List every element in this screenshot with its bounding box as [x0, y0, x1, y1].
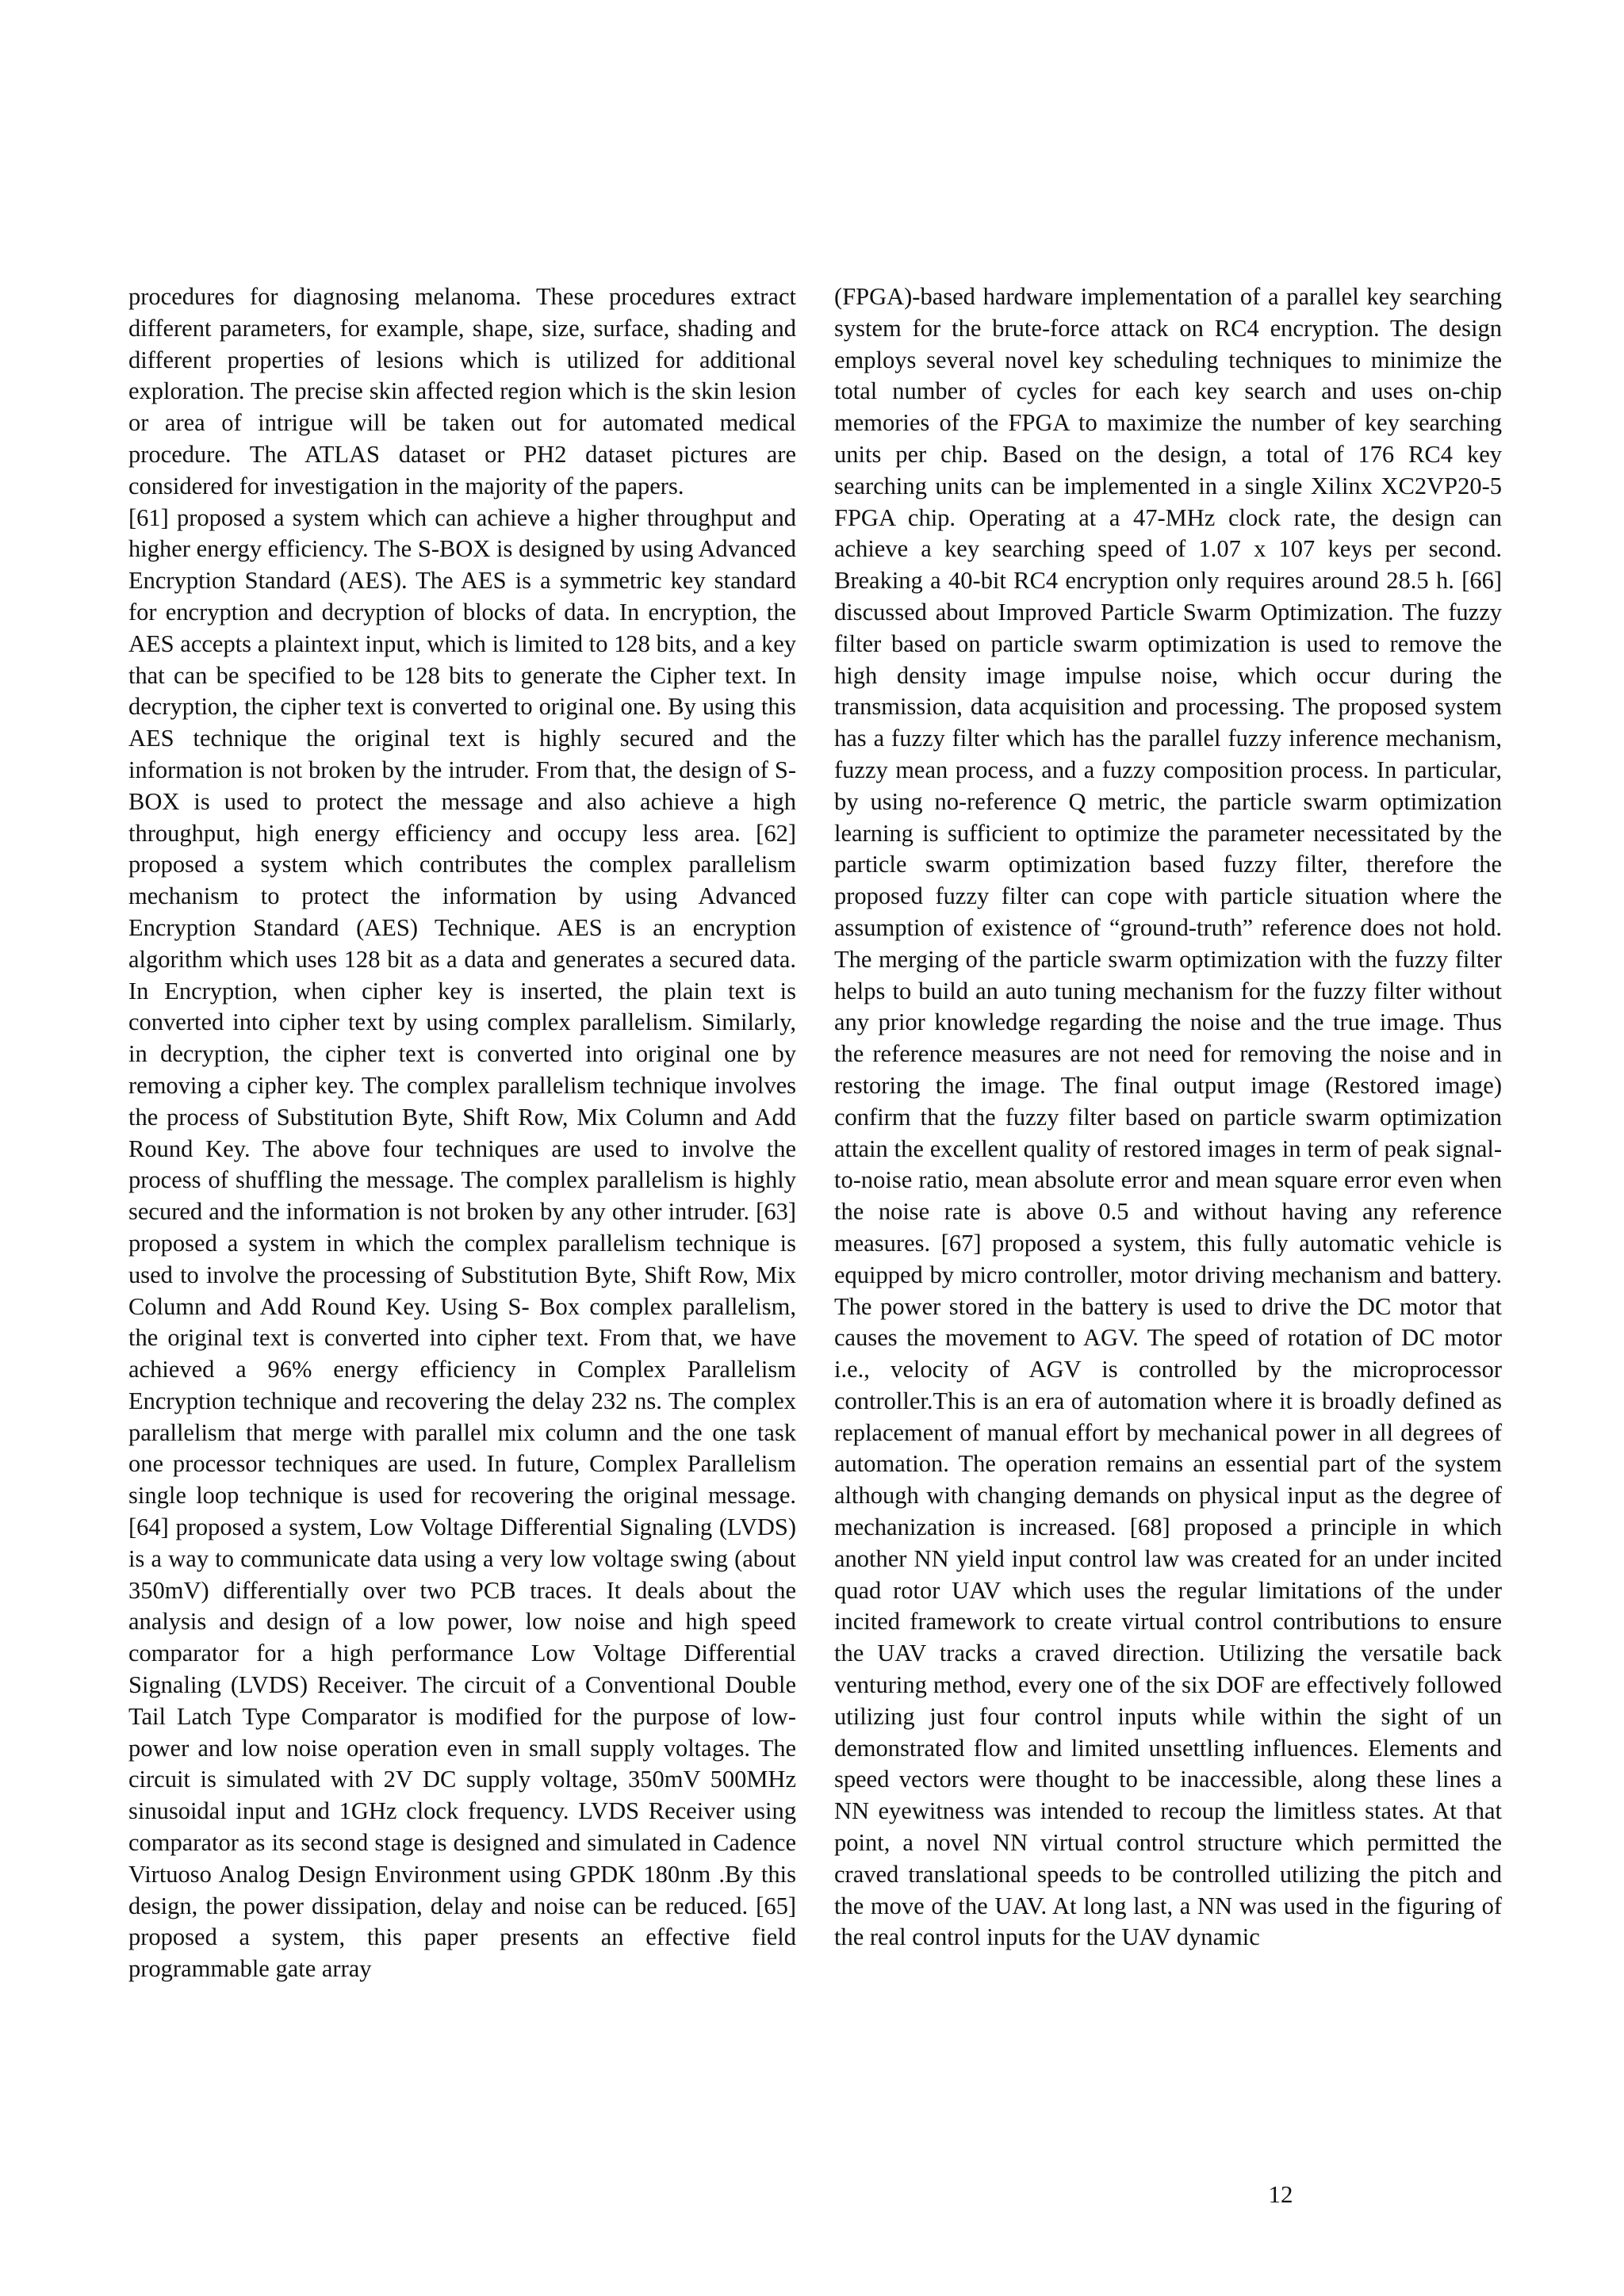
right-paragraph-1: (FPGA)-based hardware implementation of a parallel key searching system for the brute-force attack on RC4 encryption. The design employs several novel key scheduling techniques to minimize the total number of cycles for each key search and uses on-chip memories of the FPGA to maximize the number of key searching units per chip. Based on the design, a total of 176 RC4 key searching units can be implemented in a single Xilinx XC2VP20-5 FPGA chip. Operating at a 47-MHz clock rate, the design can achieve a key searching speed of 1.07 x 107 keys per second. Breaking a 40-bit RC4 encryption only requires around 28.5 h. [66] discussed about Improved Particle Swarm Optimization. The fuzzy filter based on particle swarm optimization is used to remove the high density image impulse noise, which occur during the transmission, data acquisition and processing. The proposed system has a fuzzy filter which has the parallel fuzzy inference mechanism, fuzzy mean process, and a fuzzy composition process. In particular, by using no-reference Q metric, the particle swarm optimization learning is sufficient to optimize the parameter necessitated by the particle swarm optimization based fuzzy filter, therefore the proposed fuzzy filter can cope with particle situation where the assumption of existence of “ground-truth” reference does not hold. The merging of the particle swarm optimization with the fuzzy filter helps to build an auto tuning mechanism for the fuzzy filter without any prior knowledge regarding the noise and the true image. Thus the reference measures are not need for removing the noise and in restoring the image. The final output image (Restored image) confirm that the fuzzy filter based on particle swarm optimization attain the excellent quality of restored images in term of peak signal-to-noise ratio, mean absolute error and mean square error even when the noise rate is above 0.5 and without having any reference measures. [67] proposed a system, this fully automatic vehicle is equipped by micro controller, motor driving mechanism and battery. The power stored in the battery is used to drive the DC motor that causes the movement to AGV. The speed of rotation of DC motor i.e., velocity of AGV is controlled by the microprocessor controller.This is an era of automation where it is broadly defined as replacement of manual effort by mechanical power in all degrees of automation. The operation remains an essential part of the system although with changing demands on physical input as the degree of mechanization is increased. [68] proposed a principle in which another NN yield input control law was created for an under incited quad rotor UAV which uses the regular limitations of the under incited framework to create virtual control contributions to ensure the UAV tracks a craved direction. Utilizing the versatile back venturing method, every one of the six DOF are effectively followed utilizing just four control inputs while within the sight of un demonstrated flow and limited unsettling influences. Elements and speed vectors were thought to be inaccessible, along these lines a NN eyewitness was intended to recoup the limitless states. At that point, a novel NN virtual control structure which permitted the craved translational speeds to be controlled utilizing the pitch and the move of the UAV. At long last, a NN was used in the figuring of the real control inputs for the UAV dynamic [834, 283, 1502, 1951]
left-paragraph-2: [61] proposed a system which can achieve a higher throughput and higher energy efficiency. The S-BOX is designed by using Advanced Encryption Standard (AES). The AES is a symmetric key standard for encryption and decryption of blocks of data. In encryption, the AES accepts a plaintext input, which is limited to 128 bits, and a key that can be specified to be 128 bits to generate the Cipher text. In decryption, the cipher text is converted to original one. By using this AES technique the original text is highly secured and the information is not broken by the intruder. From that, the design of S-BOX is used to protect the message and also achieve a high throughput, high energy efficiency and occupy less area. [62] proposed a system which contributes the complex parallelism mechanism to protect the information by using Advanced Encryption Standard (AES) Technique. AES is an encryption algorithm which uses 128 bit as a data and generates a secured data. In Encryption, when cipher key is inserted, the plain text is converted into cipher text by using complex parallelism. Similarly, in decryption, the cipher text is converted into original one by removing a cipher key. The complex parallelism technique involves the process of Substitution Byte, Shift Row, Mix Column and Add Round Key. The above four techniques are used to involve the process of shuffling the message. The complex parallelism is highly secured and the information is not broken by any other intruder. [63] proposed a system in which the complex parallelism technique is used to involve the processing of Substitution Byte, Shift Row, Mix Column and Add Round Key. Using S- Box complex parallelism, the original text is converted into cipher text. From that, we have achieved a 96% energy efficiency in Complex Parallelism Encryption technique and recovering the delay 232 ns. The complex parallelism that merge with parallel mix column and the one task one processor techniques are used. In future, Complex Parallelism single loop technique is used for recovering the original message. [64] proposed a system, Low Voltage Differential Signaling (LVDS) is a way to communicate data using a very low voltage swing (about 350mV) differentially over two PCB traces. It deals about the analysis and design of a low power, low noise and high speed comparator for a high performance Low Voltage Differential Signaling (LVDS) Receiver. The circuit of a Conventional Double Tail Latch Type Comparator is modified for the purpose of low-power and low noise operation even in small supply voltages. The circuit is simulated with 2V DC supply voltage, 350mV 500MHz sinusoidal input and 1GHz clock frequency. LVDS Receiver using comparator as its second stage is designed and simulated in Cadence Virtuoso Analog Design Environment using GPDK 180nm .By this design, the power dissipation, delay and noise can be reduced. [65] proposed a system, this paper presents an effective field programmable gate array [128, 503, 796, 1983]
page-number: 12 [1268, 2180, 1293, 2208]
right-column [834, 281, 1502, 2141]
left-column [128, 281, 796, 2141]
left-paragraph-1: procedures for diagnosing melanoma. These procedures extract different parameters, for example, shape, size, surface, shading and different properties of lesions which is utilized for additional exploration. The precise skin affected region which is the skin lesion or area of intrigue will be taken out for automated medical procedure. The ATLAS dataset or PH2 dataset pictures are considered for investigation in the majority of the papers. [128, 283, 796, 499]
